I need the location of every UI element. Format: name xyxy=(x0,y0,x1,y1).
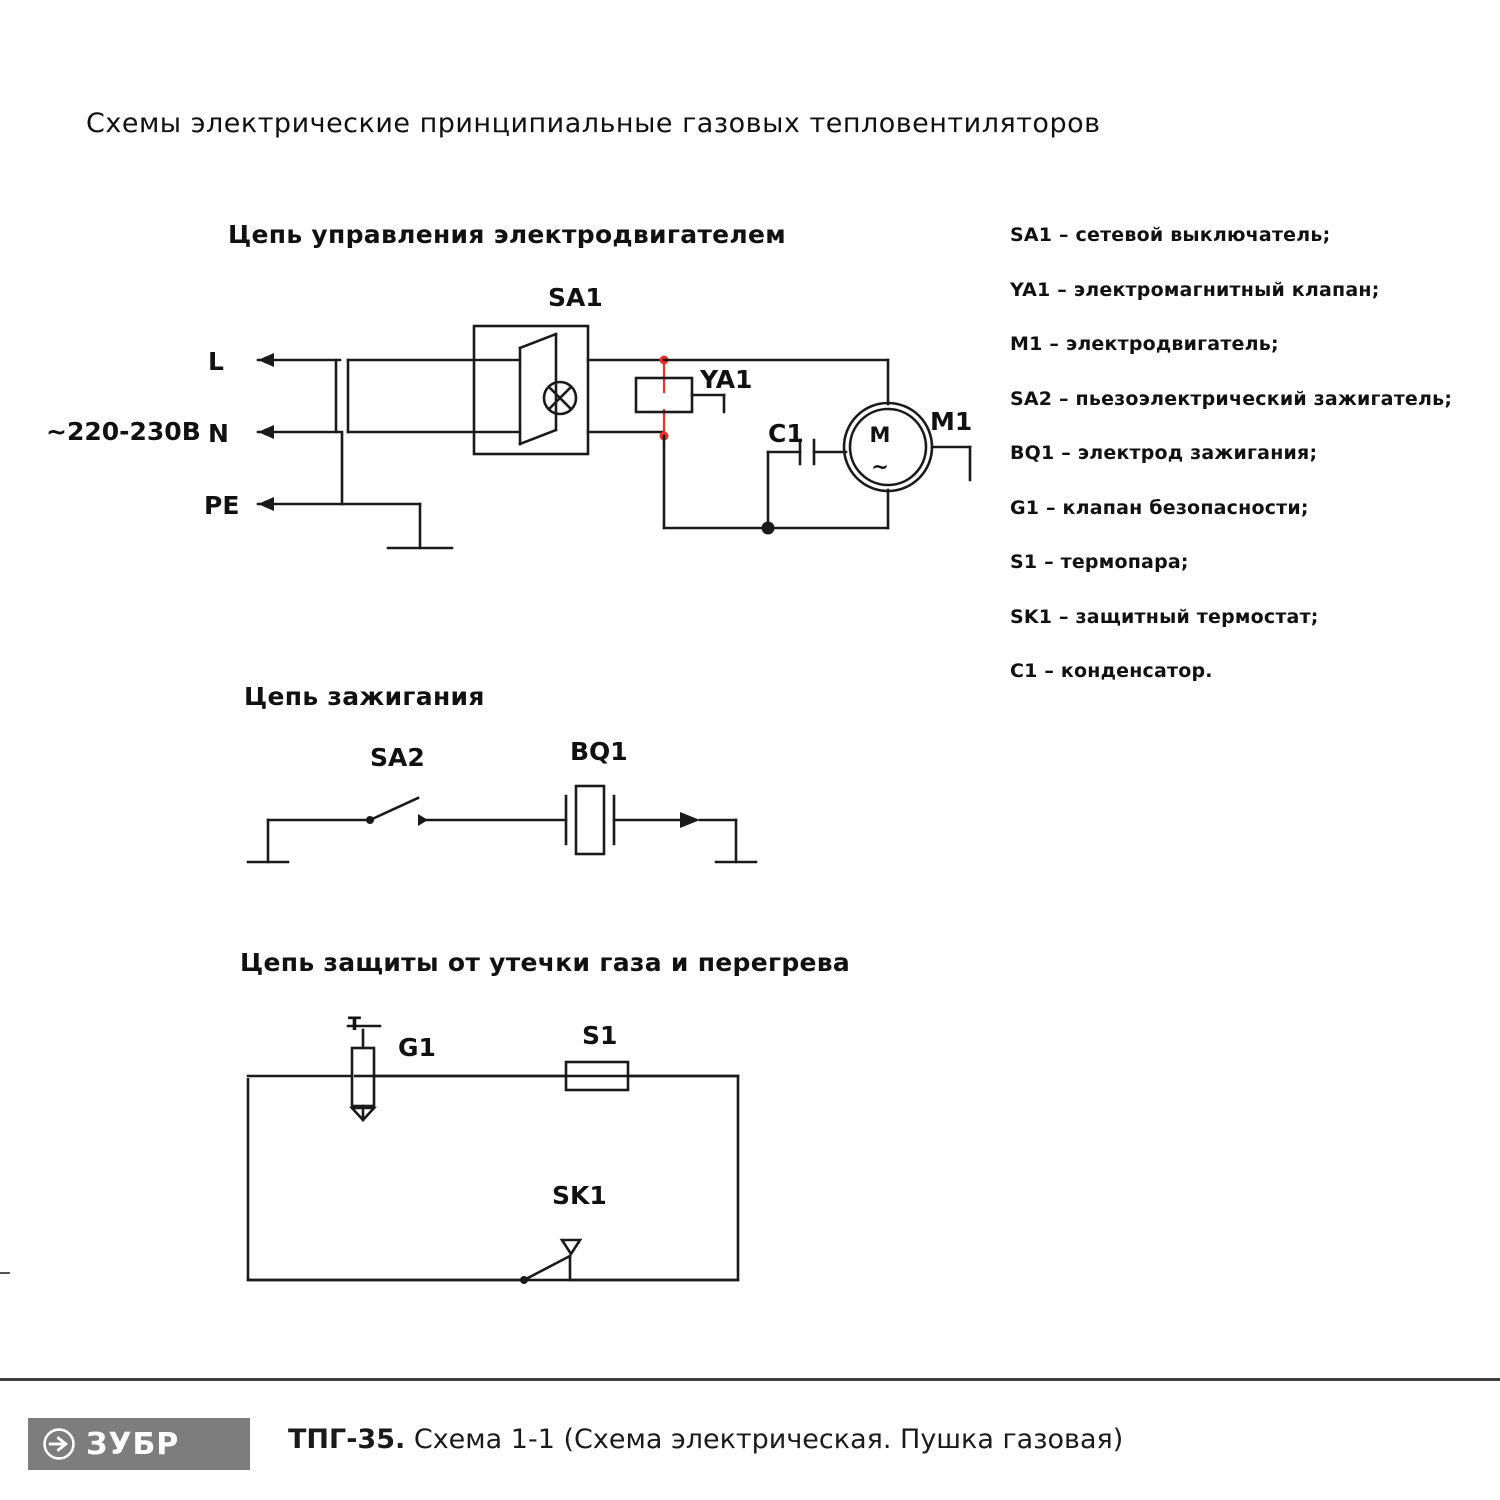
figure-caption xyxy=(288,1424,1123,1455)
terminal-arrow-n xyxy=(258,425,340,439)
crop-tick-left xyxy=(0,1272,10,1274)
sk1-pivot xyxy=(520,1276,528,1284)
label-g1: G1 xyxy=(398,1033,436,1062)
legend-item-sa2: SA2 – пьезоэлектрический зажигатель; xyxy=(1010,387,1453,410)
sk1-blade xyxy=(524,1256,570,1280)
label-c1: C1 xyxy=(768,419,804,448)
section-title-motor: Цепь управления электродвигателем xyxy=(228,220,787,249)
label-motor-ac: ~ xyxy=(871,455,889,479)
section-title-ignition: Цепь зажигания xyxy=(244,682,485,711)
junction-dot-c1 xyxy=(762,522,775,535)
legend-item-ya1: YA1 – электромагнитный клапан; xyxy=(1010,278,1380,301)
section-title-protection: Цепь защиты от утечки газа и перегрева xyxy=(240,948,851,977)
label-terminal-pe: PE xyxy=(204,491,240,520)
legend-item-c1: C1 – конденсатор. xyxy=(1010,660,1213,682)
legend-item-sk1: SK1 – защитный термостат; xyxy=(1010,605,1319,628)
legend-item-sa1: SA1 – сетевой выключатель; xyxy=(1010,224,1331,246)
terminal-arrow-pe xyxy=(258,497,420,511)
terminal-arrow-l xyxy=(258,353,340,367)
sa2-blade xyxy=(370,798,418,820)
protection-loop xyxy=(248,1076,738,1280)
brand-logo-text: ЗУБР xyxy=(86,1426,180,1462)
label-supply-voltage: ~220-230В xyxy=(46,417,201,446)
brand-logo xyxy=(28,1418,250,1470)
bq1-arrow xyxy=(680,812,700,828)
figure-caption-text: Схема 1-1 (Схема электрическая. Пушка газовая) xyxy=(405,1424,1124,1455)
legend-item-g1: G1 – клапан безопасности; xyxy=(1010,496,1309,519)
figure-caption-model: ТПГ-35. xyxy=(288,1424,406,1455)
footer-divider xyxy=(0,1378,1500,1381)
sa2-pivot xyxy=(366,816,374,824)
sk1-arrow-head xyxy=(562,1240,580,1254)
label-sa2: SA2 xyxy=(370,743,425,772)
label-bq1: BQ1 xyxy=(570,737,628,766)
legend-item-m1: M1 – электродвигатель; xyxy=(1010,333,1279,355)
sa1-box xyxy=(474,326,588,454)
legend-item-bq1: BQ1 – электрод зажигания; xyxy=(1010,442,1318,464)
bq1-body xyxy=(576,786,604,854)
label-g1-top: T xyxy=(348,1013,361,1035)
label-sk1: SK1 xyxy=(552,1181,607,1210)
label-s1: S1 xyxy=(582,1021,618,1050)
legend-item-s1: S1 – термопара; xyxy=(1010,551,1189,573)
label-ya1: YA1 xyxy=(700,365,753,394)
label-sa1: SA1 xyxy=(548,283,603,312)
label-terminal-l: L xyxy=(208,347,224,376)
label-terminal-n: N xyxy=(208,419,229,448)
arrow-in-circle-icon xyxy=(42,1427,76,1461)
page-title: Схемы электрические принципиальные газовых тепловентиляторов xyxy=(86,108,1101,139)
label-motor-symbol: M xyxy=(869,423,891,447)
label-m1: M1 xyxy=(930,407,973,436)
